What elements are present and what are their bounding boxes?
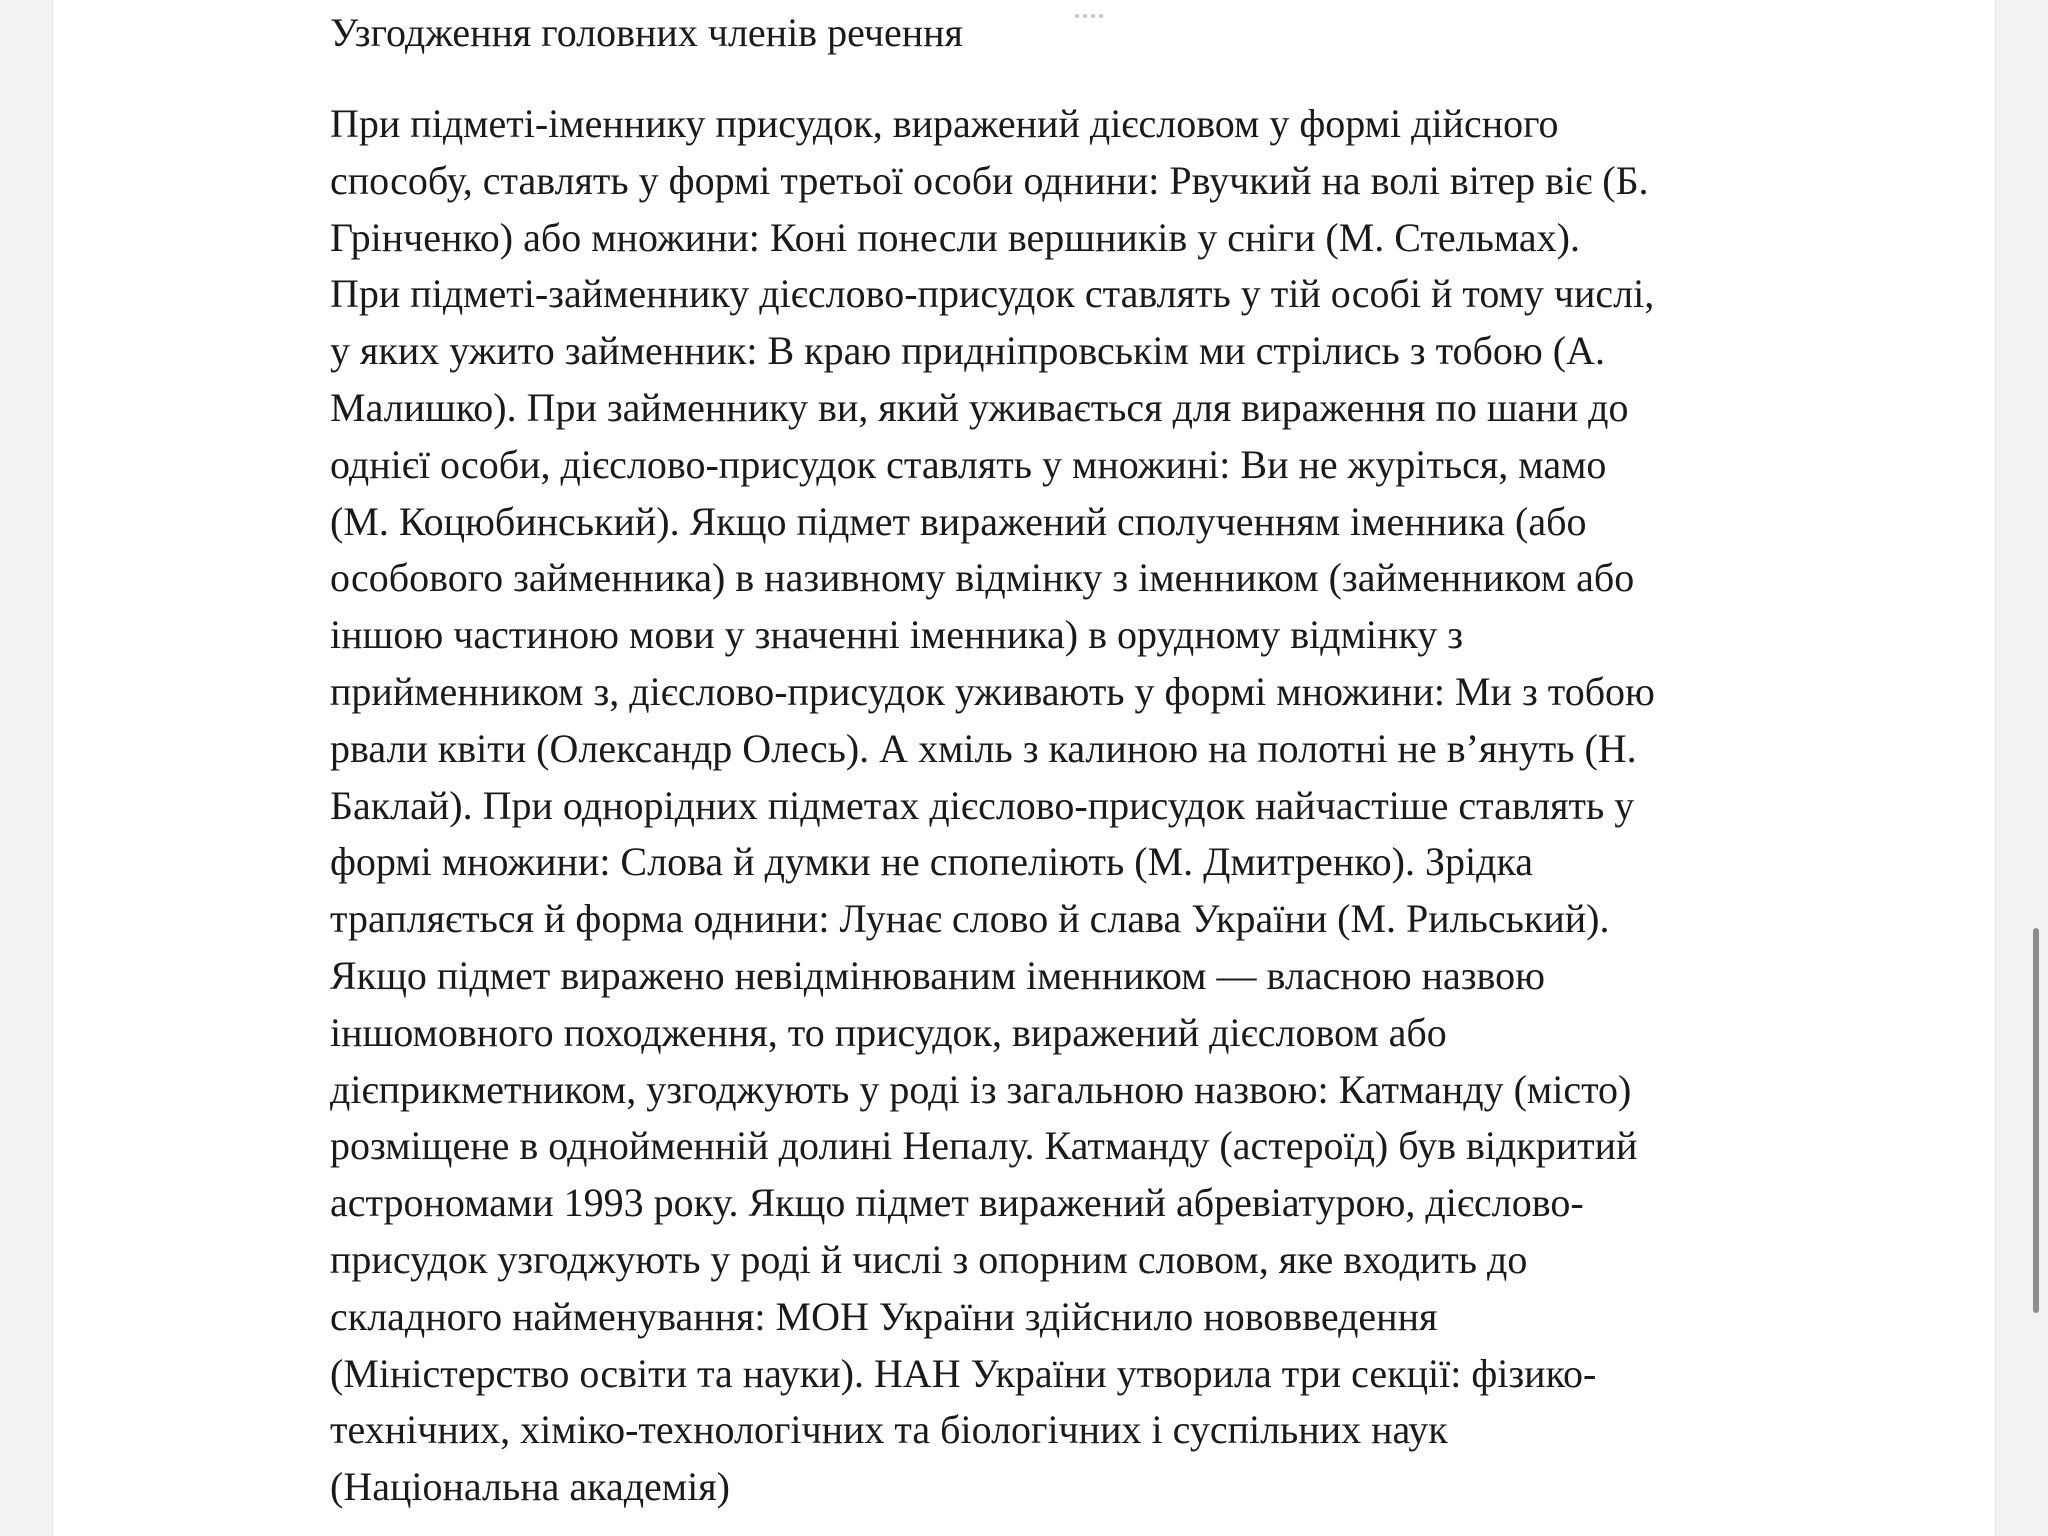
text-line: дієприкметником, узгоджують у роді із загальною назвою: Катманду (місто) <box>330 1066 1632 1112</box>
text-line: технічних, хіміко-технологічних та біологічних і суспільних наук <box>330 1407 1448 1453</box>
text-line: (Міністерство освіти та науки). НАН України утворила три секції: фізико- <box>330 1350 1597 1396</box>
document-title <box>330 0 1910 70</box>
text-line: однієї особи, дієслово-присудок ставлять у множині: Ви не журіться, мамо <box>330 441 1607 487</box>
text-line: Баклай). При однорідних підметах дієслово-присудок найчастіше ставлять у <box>330 782 1635 828</box>
text-line: способу, ставлять у формі третьої особи однини: Рвучкий на волі вітер віє (Б. <box>330 157 1649 203</box>
text-line: складного найменування: МОН України здійснило нововведення <box>330 1293 1438 1339</box>
text-line: При підметі-іменнику присудок, виражений дієсловом у формі дійсного <box>330 101 1559 146</box>
text-line: у яких ужито займенник: В краю придніпровськім ми стрілись з тобою (А. <box>330 328 1605 374</box>
text-line: Малишко). При займеннику ви, який уживається для вираження по шани до <box>330 384 1629 430</box>
text-line: рвали квіти (Олександр Олесь). А хміль з калиною на полотні не в’януть (Н. <box>330 725 1637 771</box>
text-line: Якщо підмет виражено невідмінюваним іменником — власною назвою <box>330 952 1546 998</box>
text-line: Грінченко) або множини: Коні понесли вершників у сніги (М. Стельмах). <box>330 214 1580 260</box>
text-line: прийменником з, дієслово-присудок уживають у формі множини: Ми з тобою <box>330 668 1655 714</box>
text-line: іншомовного походження, то присудок, виражений дієсловом або <box>330 1009 1447 1055</box>
more-dots-icon <box>1075 14 1115 20</box>
text-line: астрономами 1993 року. Якщо підмет виражений абревіатурою, дієслово- <box>330 1180 1584 1226</box>
text-line: (М. Коцюбинський). Якщо підмет виражений сполученням іменника (або <box>330 498 1587 544</box>
text-line: особового займенника) в називному відмінку з іменником (займенником або <box>330 555 1635 601</box>
document-body <box>330 0 1910 1516</box>
text-line: формі множини: Слова й думки не спопеліють (М. Дмитренко). Зрідка <box>330 839 1534 885</box>
text-line: трапляється й форма однини: Лунає слово й слава України (М. Рильський). <box>330 896 1610 942</box>
document-title-text: Узгодження головних членів речення <box>330 10 963 55</box>
text-line: (Національна академія) <box>330 1464 730 1510</box>
text-line: іншою частиною мови у значенні іменника) в орудному відмінку з <box>330 612 1464 658</box>
document-paragraph <box>330 96 1910 1516</box>
text-line: присудок узгоджують у роді й числі з опорним словом, яке входить до <box>330 1236 1528 1282</box>
text-line: При підметі-займеннику дієслово-присудок ставлять у тій особі й тому числі, <box>330 271 1655 317</box>
text-line: розміщене в однойменній долині Непалу. Катманду (астероїд) був відкритий <box>330 1123 1638 1169</box>
vertical-scrollbar[interactable] <box>2033 928 2039 1313</box>
